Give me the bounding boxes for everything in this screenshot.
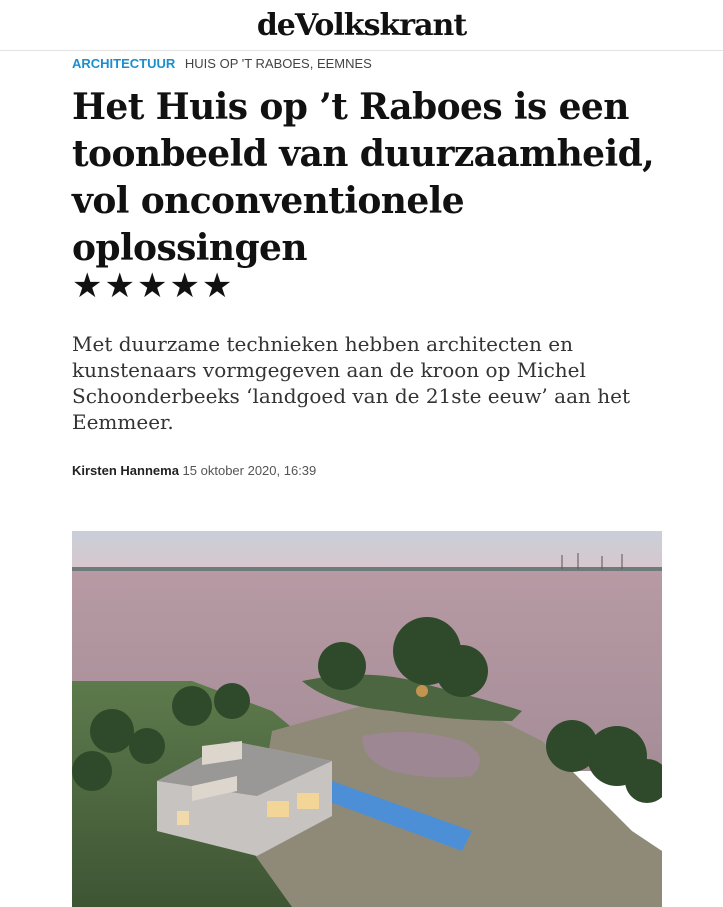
- article-headline: Het Huis op ’t Raboes is een toonbeeld van duurzaamheid, vol onconventionele oplossingen: [72, 86, 655, 269]
- star-rating: ★★★★★: [72, 267, 235, 305]
- breadcrumb-subsection: HUIS OP 'T RABOES, EEMNES: [184, 56, 372, 71]
- volkskrant-logo[interactable]: deVolkskrant: [256, 8, 467, 43]
- breadcrumb: [72, 56, 372, 71]
- breadcrumb-section-link[interactable]: ARCHITECTUUR: [72, 56, 176, 71]
- publish-date: 15 oktober 2020, 16:39: [182, 463, 317, 478]
- article-intro: Met duurzame technieken hebben architecten en kunstenaars vormgegeven aan de kroon op Michel Schoonderbeeks ‘landgoed van de 21ste eeuw’ aan het Eemmeer.: [72, 332, 630, 434]
- author-name[interactable]: Kirsten Hannema: [72, 463, 179, 478]
- masthead: [0, 0, 723, 51]
- byline: [72, 463, 316, 478]
- aerial-house-lake-image: [72, 531, 662, 907]
- article-hero-photo: [72, 531, 662, 907]
